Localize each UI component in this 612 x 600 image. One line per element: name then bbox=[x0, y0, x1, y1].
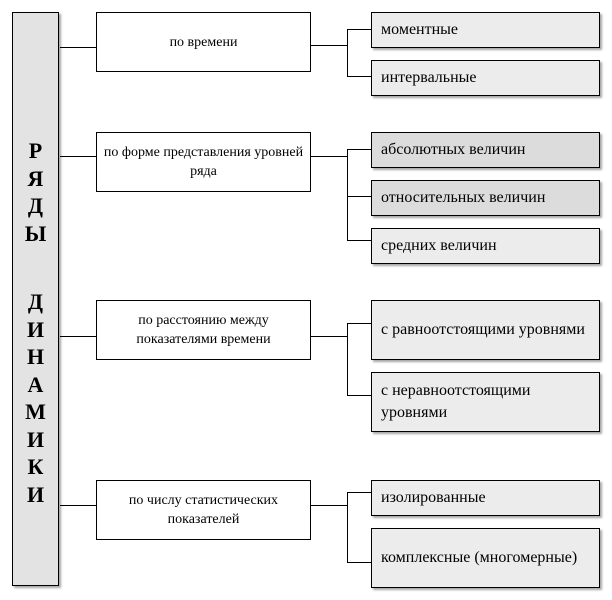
title-letter: К bbox=[27, 454, 44, 479]
leaf-box-momentnye bbox=[371, 12, 600, 48]
leaf-label: моментные bbox=[381, 21, 459, 38]
leaf-box-average bbox=[371, 228, 600, 264]
leaf-box-intervalnye bbox=[371, 60, 600, 96]
title-box bbox=[12, 12, 59, 586]
title-letter: И bbox=[26, 481, 45, 507]
title-word-ryady bbox=[13, 137, 58, 247]
leaf-label: интервальные bbox=[381, 69, 477, 86]
leaf-box-equally-spaced bbox=[371, 300, 600, 360]
category-box-by-time bbox=[96, 12, 311, 72]
leaf-label: средних величин bbox=[381, 237, 497, 254]
category-label: по числу статистических показателей bbox=[128, 493, 279, 527]
title-letter: Н bbox=[26, 344, 45, 369]
category-box-by-count bbox=[96, 480, 311, 540]
category-label: по форме представления уровней ряда bbox=[103, 145, 304, 179]
title-letter: Я bbox=[27, 165, 44, 191]
leaf-label: абсолютных величин bbox=[381, 141, 526, 158]
title-letter: Р bbox=[28, 138, 43, 163]
title-letter: И bbox=[26, 426, 45, 452]
leaf-label: изолированные bbox=[381, 489, 486, 506]
title-letter: М bbox=[25, 399, 46, 424]
title-letter: Д bbox=[27, 193, 44, 218]
category-box-by-form bbox=[96, 132, 311, 192]
title-letter: Д bbox=[27, 289, 44, 314]
leaf-label: с неравноотстоящими уровнями bbox=[381, 382, 531, 421]
leaf-box-complex bbox=[371, 528, 600, 588]
leaf-label: с равноотстоящими уровнями bbox=[381, 321, 585, 338]
title-letter: А bbox=[27, 371, 44, 397]
leaf-label: комплексные (многомерные) bbox=[381, 549, 578, 566]
category-label: по расстоянию между показателями времени bbox=[136, 313, 271, 347]
title-word-dinamiki bbox=[13, 288, 58, 508]
leaf-label: относительных величин bbox=[381, 189, 546, 206]
leaf-box-absolute bbox=[371, 132, 600, 168]
title-letter: Ы bbox=[24, 220, 47, 246]
category-label: по времени bbox=[169, 34, 238, 50]
category-box-by-spacing bbox=[96, 300, 311, 360]
leaf-box-relative bbox=[371, 180, 600, 216]
leaf-box-isolated bbox=[371, 480, 600, 516]
leaf-box-unequally-spaced bbox=[371, 372, 600, 432]
title-letter: И bbox=[26, 316, 45, 342]
